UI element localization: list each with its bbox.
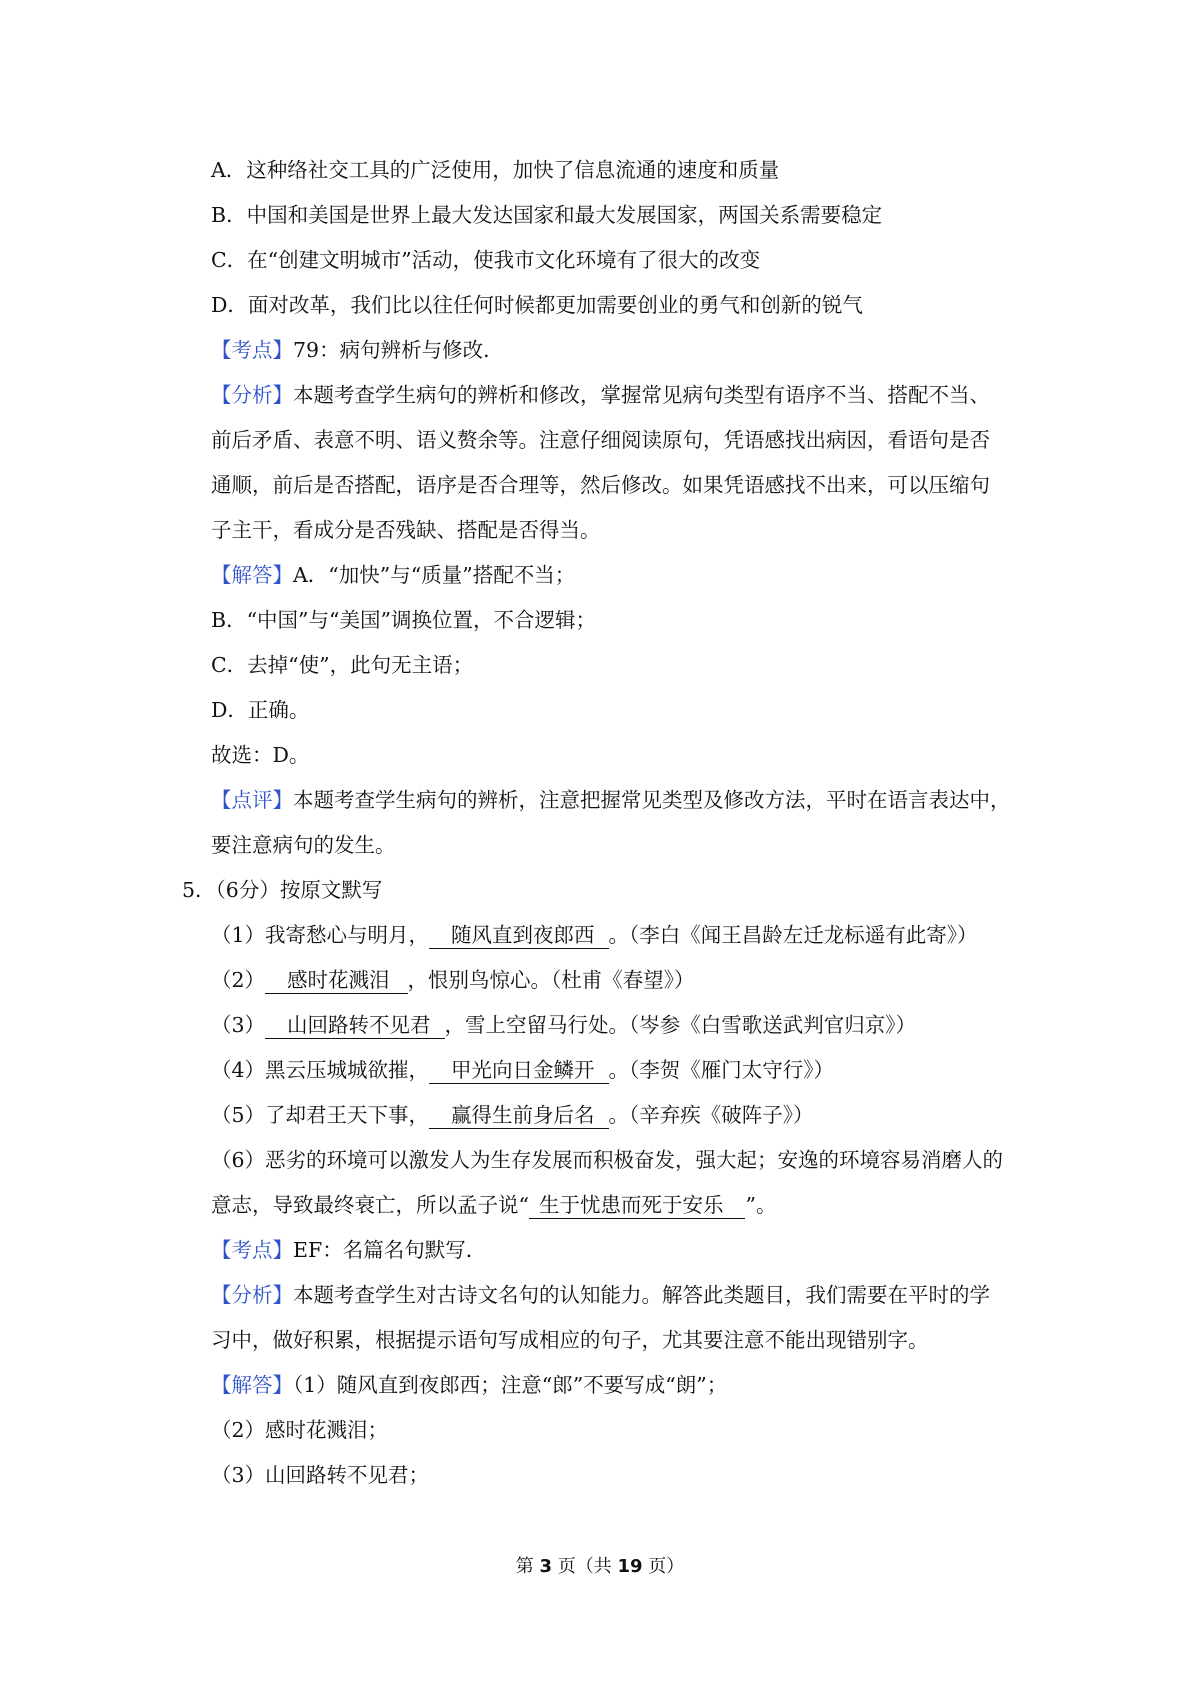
- option-d: D．面对改革，我们比以往任何时候都更加需要创业的勇气和创新的锐气: [211, 293, 863, 317]
- q5-jieda: [211, 1370, 727, 1400]
- kaodian-text: EF：名篇名句默写．: [293, 1238, 487, 1262]
- item-pre: （3）: [211, 1013, 266, 1037]
- fenxi-tag: 【分析】: [211, 1283, 293, 1307]
- q5-fenxi-line: 习中，做好积累，根据提示语句写成相应的句子，尤其要注意不能出现错别字。: [211, 1328, 929, 1352]
- item-post: 。（辛弃疾《破阵子》）: [608, 1103, 814, 1127]
- q5-item-2: [211, 965, 695, 995]
- q4-dianping-line: 要注意病句的发生。: [211, 833, 396, 857]
- q5-item-5: [211, 1100, 814, 1130]
- fenxi-text: 本题考查学生对古诗文名句的认知能力。解答此类题目，我们需要在平时的学: [293, 1283, 990, 1307]
- item-pre: 意志，导致最终衰亡，所以孟子说“: [211, 1193, 529, 1217]
- item-pre: （5）了却君王天下事，: [211, 1103, 430, 1127]
- item-post: ”。: [745, 1193, 777, 1217]
- q5-kaodian: [211, 1235, 486, 1265]
- option-a: A．这种络社交工具的广泛使用，加快了信息流通的速度和质量: [211, 158, 780, 182]
- jieda-tag: 【解答】: [211, 563, 293, 587]
- item-pre: （4）黑云压城城欲摧，: [211, 1058, 430, 1082]
- q5-jieda-line: （3）山回路转不见君；: [211, 1463, 430, 1487]
- kaodian-tag: 【考点】: [211, 338, 293, 362]
- item-pre: （2）: [211, 968, 266, 992]
- kaodian-text: 79：病句辨析与修改．: [293, 338, 504, 362]
- answer-blank: 赢得生前身后名: [429, 1102, 609, 1129]
- q5-title: 5．（6分）按原文默写: [182, 878, 383, 902]
- jieda-tag: 【解答】: [211, 1373, 293, 1397]
- answer-blank: 甲光向日金鳞开: [429, 1057, 609, 1084]
- q4-kaodian: [211, 335, 504, 365]
- answer-blank: 生于忧患而死于安乐: [529, 1192, 746, 1219]
- page-number: 3: [539, 1556, 552, 1577]
- q5-fenxi: [211, 1280, 990, 1310]
- jieda-text: （1）随风直到夜郎西；注意“郎”不要写成“朗”；: [293, 1373, 728, 1397]
- page-footer: [0, 1554, 1200, 1580]
- q4-jieda-line: B．“中国”与“美国”调换位置，不合逻辑；: [211, 608, 596, 632]
- total-pages: 19: [617, 1556, 643, 1577]
- footer-middle: 页（共: [552, 1556, 618, 1577]
- item-pre: （1）我寄愁心与明月，: [211, 923, 430, 947]
- q4-dianping: [211, 785, 1011, 815]
- fenxi-text: 本题考查学生病句的辨析和修改，掌握常见病句类型有语序不当、搭配不当、: [293, 383, 990, 407]
- q5-item-4: [211, 1055, 834, 1085]
- footer-prefix: 第: [515, 1556, 540, 1577]
- q4-answer: 故选：D。: [211, 743, 310, 767]
- answer-blank: 山回路转不见君: [265, 1012, 445, 1039]
- q5-item-3: [211, 1010, 916, 1040]
- option-c: C．在“创建文明城市”活动，使我市文化环境有了很大的改变: [211, 248, 761, 272]
- q5-item-6-cont: [211, 1190, 776, 1220]
- item-post: 。（李白《闻王昌龄左迁龙标遥有此寄》）: [608, 923, 978, 947]
- q5-jieda-line: （2）感时花溅泪；: [211, 1418, 389, 1442]
- q4-fenxi: [211, 380, 990, 410]
- q4-fenxi-line: 子主干，看成分是否残缺、搭配是否得当。: [211, 518, 601, 542]
- q4-jieda-line: C．去掉“使”，此句无主语；: [211, 653, 474, 677]
- answer-blank: 随风直到夜郎西: [429, 922, 609, 949]
- q4-jieda: [211, 560, 575, 590]
- kaodian-tag: 【考点】: [211, 1238, 293, 1262]
- item-post: ，恨别鸟惊心。（杜甫《春望》）: [407, 968, 695, 992]
- footer-suffix: 页）: [642, 1556, 685, 1577]
- q5-item-6: （6）恶劣的环境可以激发人为生存发展而积极奋发，强大起；安逸的环境容易消磨人的: [211, 1148, 1004, 1172]
- option-b: B．中国和美国是世界上最大发达国家和最大发展国家，两国关系需要稳定: [211, 203, 883, 227]
- jieda-text: A．“加快”与“质量”搭配不当；: [293, 563, 576, 587]
- item-post: ，雪上空留马行处。（岑参《白雪歌送武判官归京》）: [444, 1013, 917, 1037]
- fenxi-tag: 【分析】: [211, 383, 293, 407]
- q4-fenxi-line: 前后矛盾、表意不明、语义赘余等。注意仔细阅读原句，凭语感找出病因，看语句是否: [211, 428, 990, 452]
- q4-fenxi-line: 通顺，前后是否搭配，语序是否合理等，然后修改。如果凭语感找不出来，可以压缩句: [211, 473, 990, 497]
- q4-jieda-line: D．正确。: [211, 698, 310, 722]
- dianping-tag: 【点评】: [211, 788, 293, 812]
- dianping-text: 本题考查学生病句的辨析，注意把握常见类型及修改方法，平时在语言表达中，: [293, 788, 1011, 812]
- item-post: 。（李贺《雁门太守行》）: [608, 1058, 835, 1082]
- q5-item-1: [211, 920, 978, 950]
- answer-blank: 感时花溅泪: [265, 967, 408, 994]
